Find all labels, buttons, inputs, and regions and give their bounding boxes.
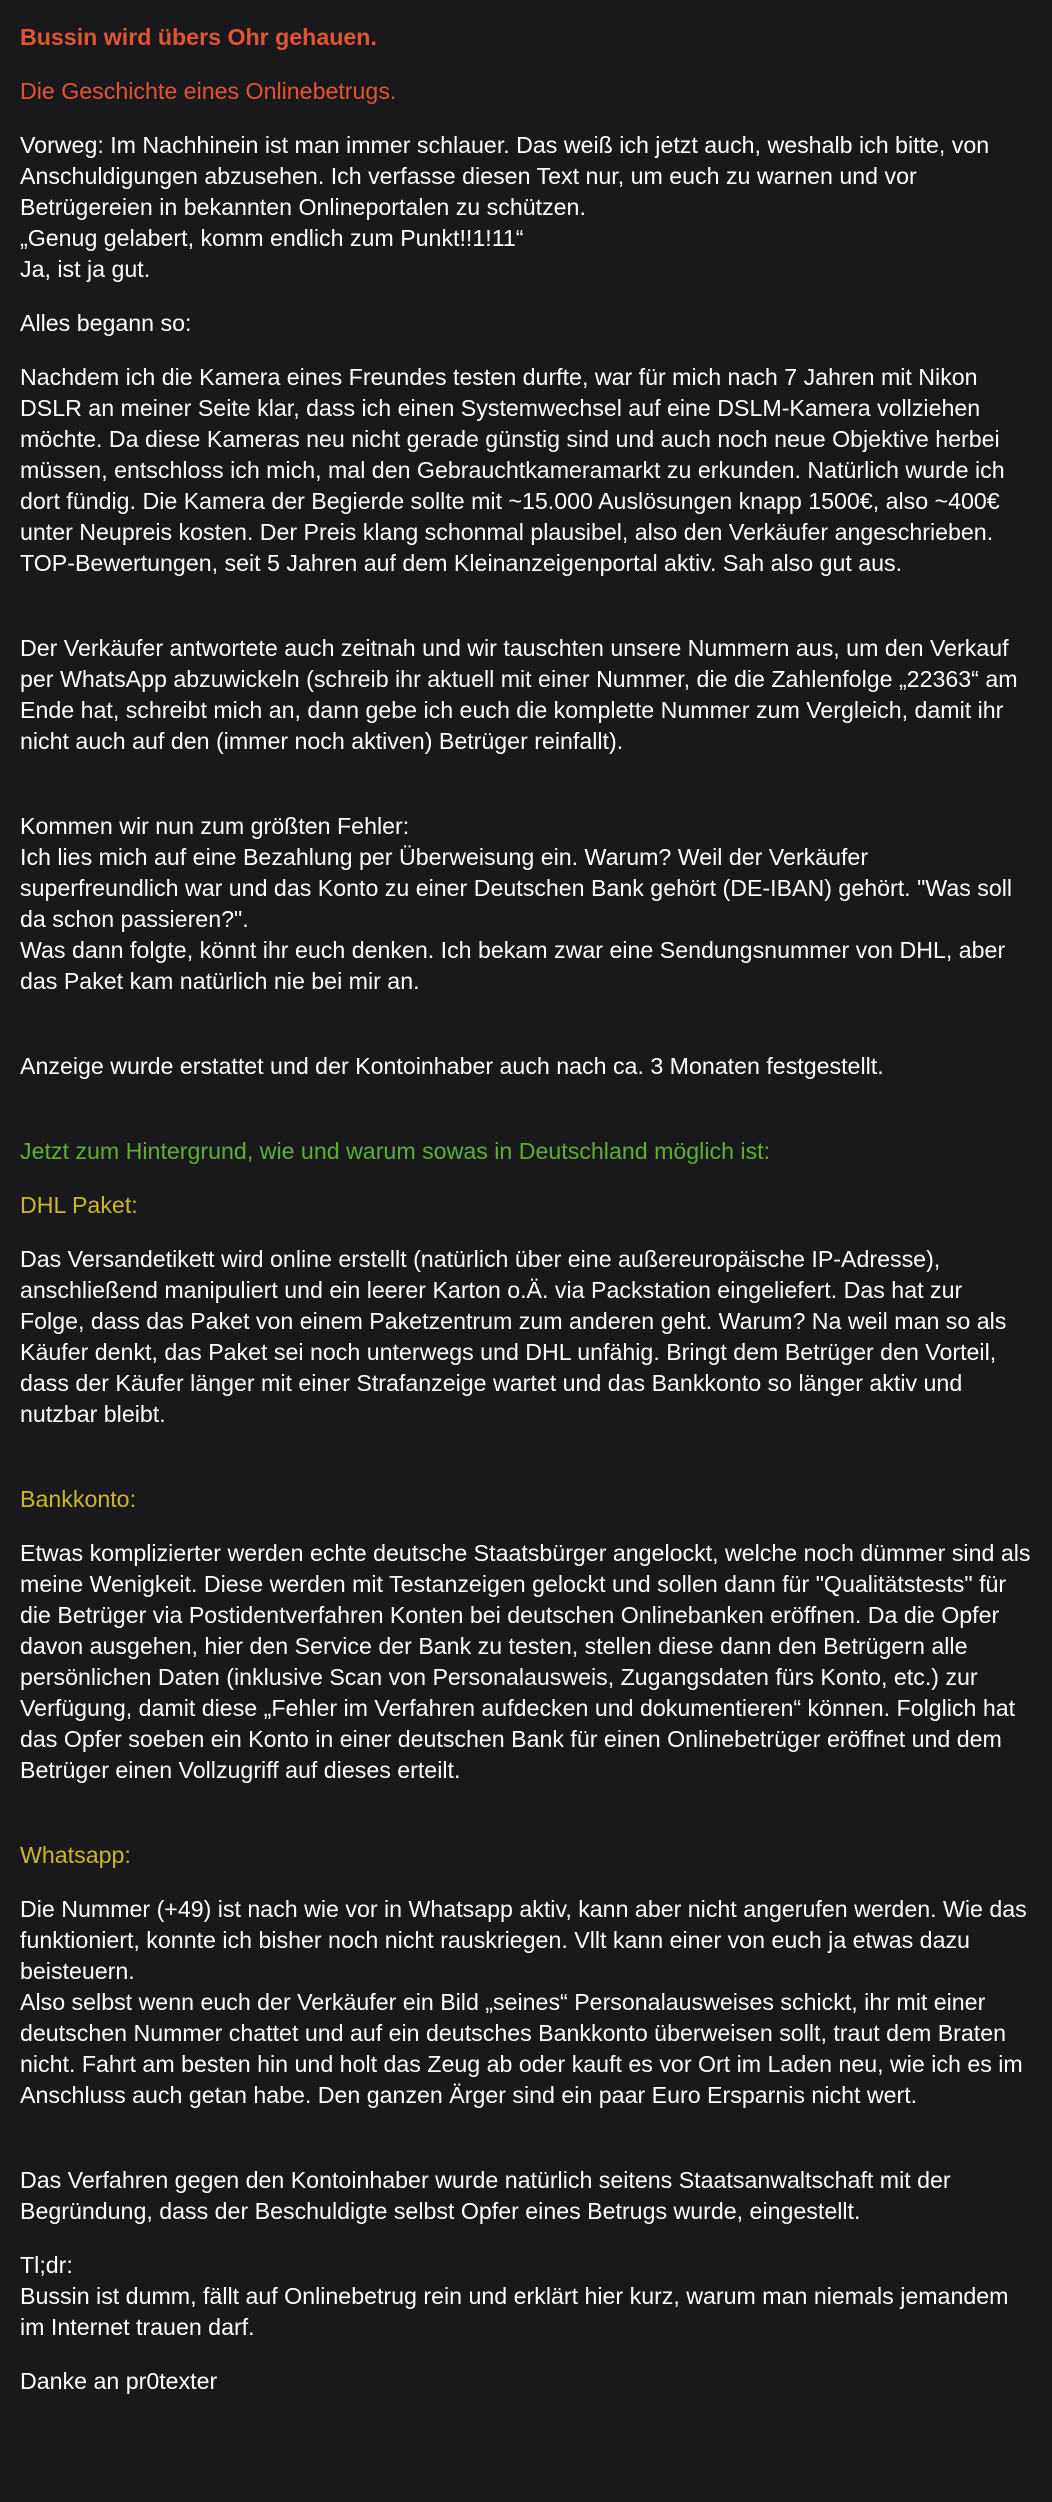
intro-line: Vorweg: Im Nachhinein ist man immer schlauer. Das weiß ich jetzt auch, weshalb ich bitte, von Anschuldigungen abzusehen. Ich verfasse diesen Text nur, um euch zu warnen und vor Betrügereien in bekannten Onlineportalen zu schützen. — [20, 132, 990, 220]
whatsapp-line: Also selbst wenn euch der Verkäufer ein Bild „seines“ Personalausweises schickt, ihr mit einer deutschen Nummer chattet und auf ein deutsches Bankkonto überweisen sollt, traut dem Braten nicht. Fahrt am besten hin und holt das Zeug ab oder kauft es vor Ort im Laden neu, wie ich es im Anschluss auch getan habe. Den ganzen Ärger sind ein paar Euro Ersparnis nicht wert. — [20, 1989, 1023, 2108]
whatsapp-line: Die Nummer (+49) ist nach wie vor in Whatsapp aktiv, kann aber nicht angerufen werden. Wie das funktioniert, konnte ich bisher noch nicht rauskriegen. Vllt kann einer von euch ja etwas dazu beisteuern. — [20, 1896, 1027, 1984]
intro-line: „Genug gelabert, komm endlich zum Punkt!!1!11“ — [20, 225, 524, 251]
bank-paragraph: Etwas komplizierter werden echte deutsche Staatsbürger angelockt, welche noch dümmer sind als meine Wenigkeit. Diese werden mit Testanzeigen gelockt und sollen dann für "Qualitätstests" für die Betrüger via Postidentverfahren Konten bei deutschen Onlinebanken eröffnen. Da die Opfer davon ausgehen, hier den Service der Bank zu testen, stellen diese dann den Betrügern alle persönlichen Daten (inklusive Scan von Personalausweis, Zugangsdaten fürs Konto, etc.) zur Verfügung, damit diese „Fehler im Verfahren aufdecken und dokumentieren“ können. Folglich hat das Opfer soeben ein Konto in einer deutschen Bank für einen Onlinebetrüger eröffnet und dem Betrüger einen Vollzugriff auf dieses erteilt. — [20, 1540, 1031, 1783]
story-paragraph-4: Anzeige wurde erstattet und der Kontoinhaber auch nach ca. 3 Monaten festgestellt. — [20, 1053, 884, 1079]
intro-line: Ja, ist ja gut. — [20, 256, 151, 282]
post-title: Bussin wird übers Ohr gehauen. — [20, 24, 377, 50]
story-line: Was dann folgte, könnt ihr euch denken. Ich bekam zwar eine Sendungsnummer von DHL, aber das Paket kam natürlich nie bei mir an. — [20, 937, 1006, 994]
tldr-label: Tl;dr: — [20, 2252, 73, 2278]
story-line: Kommen wir nun zum größten Fehler: — [20, 813, 410, 839]
story-paragraph-3 — [20, 811, 1032, 997]
dhl-heading: DHL Paket: — [20, 1192, 138, 1218]
start-paragraph: Alles begann so: — [20, 310, 192, 336]
tldr-text: Bussin ist dumm, fällt auf Onlinebetrug rein und erklärt hier kurz, warum man niemals jemandem im Internet trauen darf. — [20, 2283, 1009, 2340]
background-heading: Jetzt zum Hintergrund, wie und warum sowas in Deutschland möglich ist: — [20, 1138, 771, 1164]
spacer — [20, 780, 1032, 811]
dhl-paragraph: Das Versandetikett wird online erstellt (natürlich über eine außereuropäische IP-Adresse), anschließend manipuliert und ein leerer Karton o.Ä. via Packstation eingeliefert. Das hat zur Folge, dass das Paket von einem Paketzentrum zum anderen geht. Warum? Na weil man so als Käufer denkt, das Paket sei noch unterwegs und DHL unfähig. Bringt dem Betrüger den Vorteil, dass der Käufer länger mit einer Strafanzeige wartet und das Bankkonto so länger aktiv und nutzbar bleibt. — [20, 1246, 1007, 1427]
verdict-paragraph: Das Verfahren gegen den Kontoinhaber wurde natürlich seitens Staatsanwaltschaft mit der Begründung, dass der Beschuldigte selbst Opfer eines Betrugs wurde, eingestellt. — [20, 2167, 951, 2224]
story-paragraph-1: Nachdem ich die Kamera eines Freundes testen durfte, war für mich nach 7 Jahren mit Nikon DSLR an meiner Seite klar, dass ich einen Systemwechsel auf eine DSLM-Kamera vollziehen möchte. Da diese Kameras neu nicht gerade günstig sind und auch noch neue Objektive herbei müssen, entschloss ich mich, mal den Gebrauchtkameramarkt zu erkunden. Natürlich wurde ich dort fündig. Die Kamera der Begierde sollte mit ~15.000 Auslösungen knapp 1500€, also ~400€ unter Neupreis kosten. Der Preis klang schonmal plausibel, also den Verkäufer angeschrieben. TOP-Bewertungen, seit 5 Jahren auf dem Kleinanzeigenportal aktiv. Sah also gut aus. — [20, 364, 1005, 576]
intro-paragraph — [20, 130, 1032, 285]
story-paragraph-2: Der Verkäufer antwortete auch zeitnah und wir tauschten unsere Nummern aus, um den Verkauf per WhatsApp abzuwickeln (schreib ihr aktuell mit einer Nummer, die die Zahlenfolge „22363“ am Ende hat, schreibt mich an, dann gebe ich euch die komplette Nummer zum Vergleich, damit ihr nicht auch auf den (immer noch aktiven) Betrüger reinfallt). — [20, 635, 1018, 754]
spacer — [20, 1020, 1032, 1051]
thanks-paragraph: Danke an pr0texter — [20, 2368, 218, 2394]
story-line: Ich lies mich auf eine Bezahlung per Überweisung ein. Warum? Weil der Verkäufer superfreundlich war und das Konto zu einer Deutschen Bank gehört (DE-IBAN) gehört. "Was soll da schon passieren?". — [20, 844, 1013, 932]
bank-heading: Bankkonto: — [20, 1486, 137, 1512]
tldr-paragraph — [20, 2250, 1032, 2343]
post-subtitle: Die Geschichte eines Onlinebetrugs. — [20, 78, 397, 104]
spacer — [20, 2134, 1032, 2165]
spacer — [20, 1453, 1032, 1484]
spacer — [20, 1809, 1032, 1840]
whatsapp-paragraph — [20, 1894, 1032, 2111]
spacer — [20, 602, 1032, 633]
whatsapp-heading: Whatsapp: — [20, 1842, 131, 1868]
spacer — [20, 1105, 1032, 1136]
